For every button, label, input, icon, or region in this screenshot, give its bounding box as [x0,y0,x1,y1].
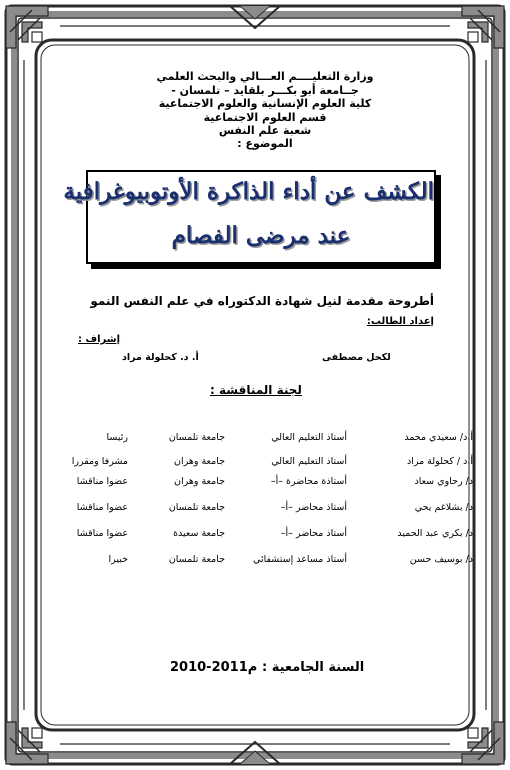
subject-label: الموضوع : [237,137,293,150]
member-name: د/ بشلاغم يحي [414,502,473,513]
academic-year-value: 2010-2011م [170,660,258,675]
table-row [0,432,510,446]
member-university: جامعة وهران [173,476,225,487]
thesis-title-line-1: الكشف عن أداء الذاكرة الأوتوبيوغرافية [63,178,434,205]
academic-year-label: السنة الجامعية : [262,660,365,675]
member-name: د/ بكري عبد الحميد [397,528,473,539]
faculty-line: كلية العلوم الإنسانية والعلوم الاجتماعية [158,97,372,110]
department-line: قسم العلوم الاجتماعية [203,111,327,124]
member-role: عضوا مناقشا [76,528,128,539]
member-university: جامعة تلمسان [168,432,225,443]
member-name: أ.د / كحلولة مراد [406,456,473,467]
table-row [0,554,510,568]
table-row [0,502,510,516]
member-rank: أستاذ محاضر –أ– [280,528,347,539]
member-rank: أستاذ محاضر –أ– [280,502,347,513]
member-role: رئيسا [106,432,128,443]
student-name: لكحل مصطفى [322,352,391,363]
member-university: جامعة تلمسان [168,502,225,513]
member-university: جامعة تلمسان [168,554,225,565]
committee-title: لجنة المناقشة : [210,383,302,397]
supervisor-name: أ. د. كحلولة مراد [122,352,199,363]
member-university: جامعة وهران [173,456,225,467]
member-university: جامعة سعيدة [173,528,225,539]
ministry-line: وزارة التعليــــم العـــالي والبحث العلمي [156,70,374,83]
member-rank: أستاذ التعليم العالي [271,456,347,467]
member-rank: أستاذة محاضرة –أ– [270,476,347,487]
member-role: عضوا مناقشا [76,476,128,487]
branch-line: شعبة علم النفس [218,124,312,137]
table-row [0,528,510,542]
thesis-title-box [63,170,436,264]
member-name: د/ رحاوي سعاد [414,476,473,487]
member-role: خبيرا [108,554,128,565]
student-label: إعداد الطالب: [366,316,434,327]
table-row [0,456,510,470]
member-name: أ.د/ سعيدي محمد [404,432,473,443]
thesis-description: أطروحة مقدمة لنيل شهادة الدكتوراه في علم النفس النمو [90,294,434,308]
table-row [0,476,510,490]
member-rank: أستاذ مساعد إستشفائي [253,554,347,565]
supervision-label: إشراف : [78,334,121,345]
member-role: عضوا مناقشا [76,502,128,513]
member-rank: أستاذ التعليم العالي [271,432,347,443]
thesis-title-line-2: عند مرضى الفصام [171,222,351,249]
member-role: مشرفا ومقررا [71,456,128,467]
university-line: جــامعة أبو بكـــر بلقايد – تلمسان - [171,84,359,97]
member-name: د/ بوسيف حسن [409,554,473,565]
